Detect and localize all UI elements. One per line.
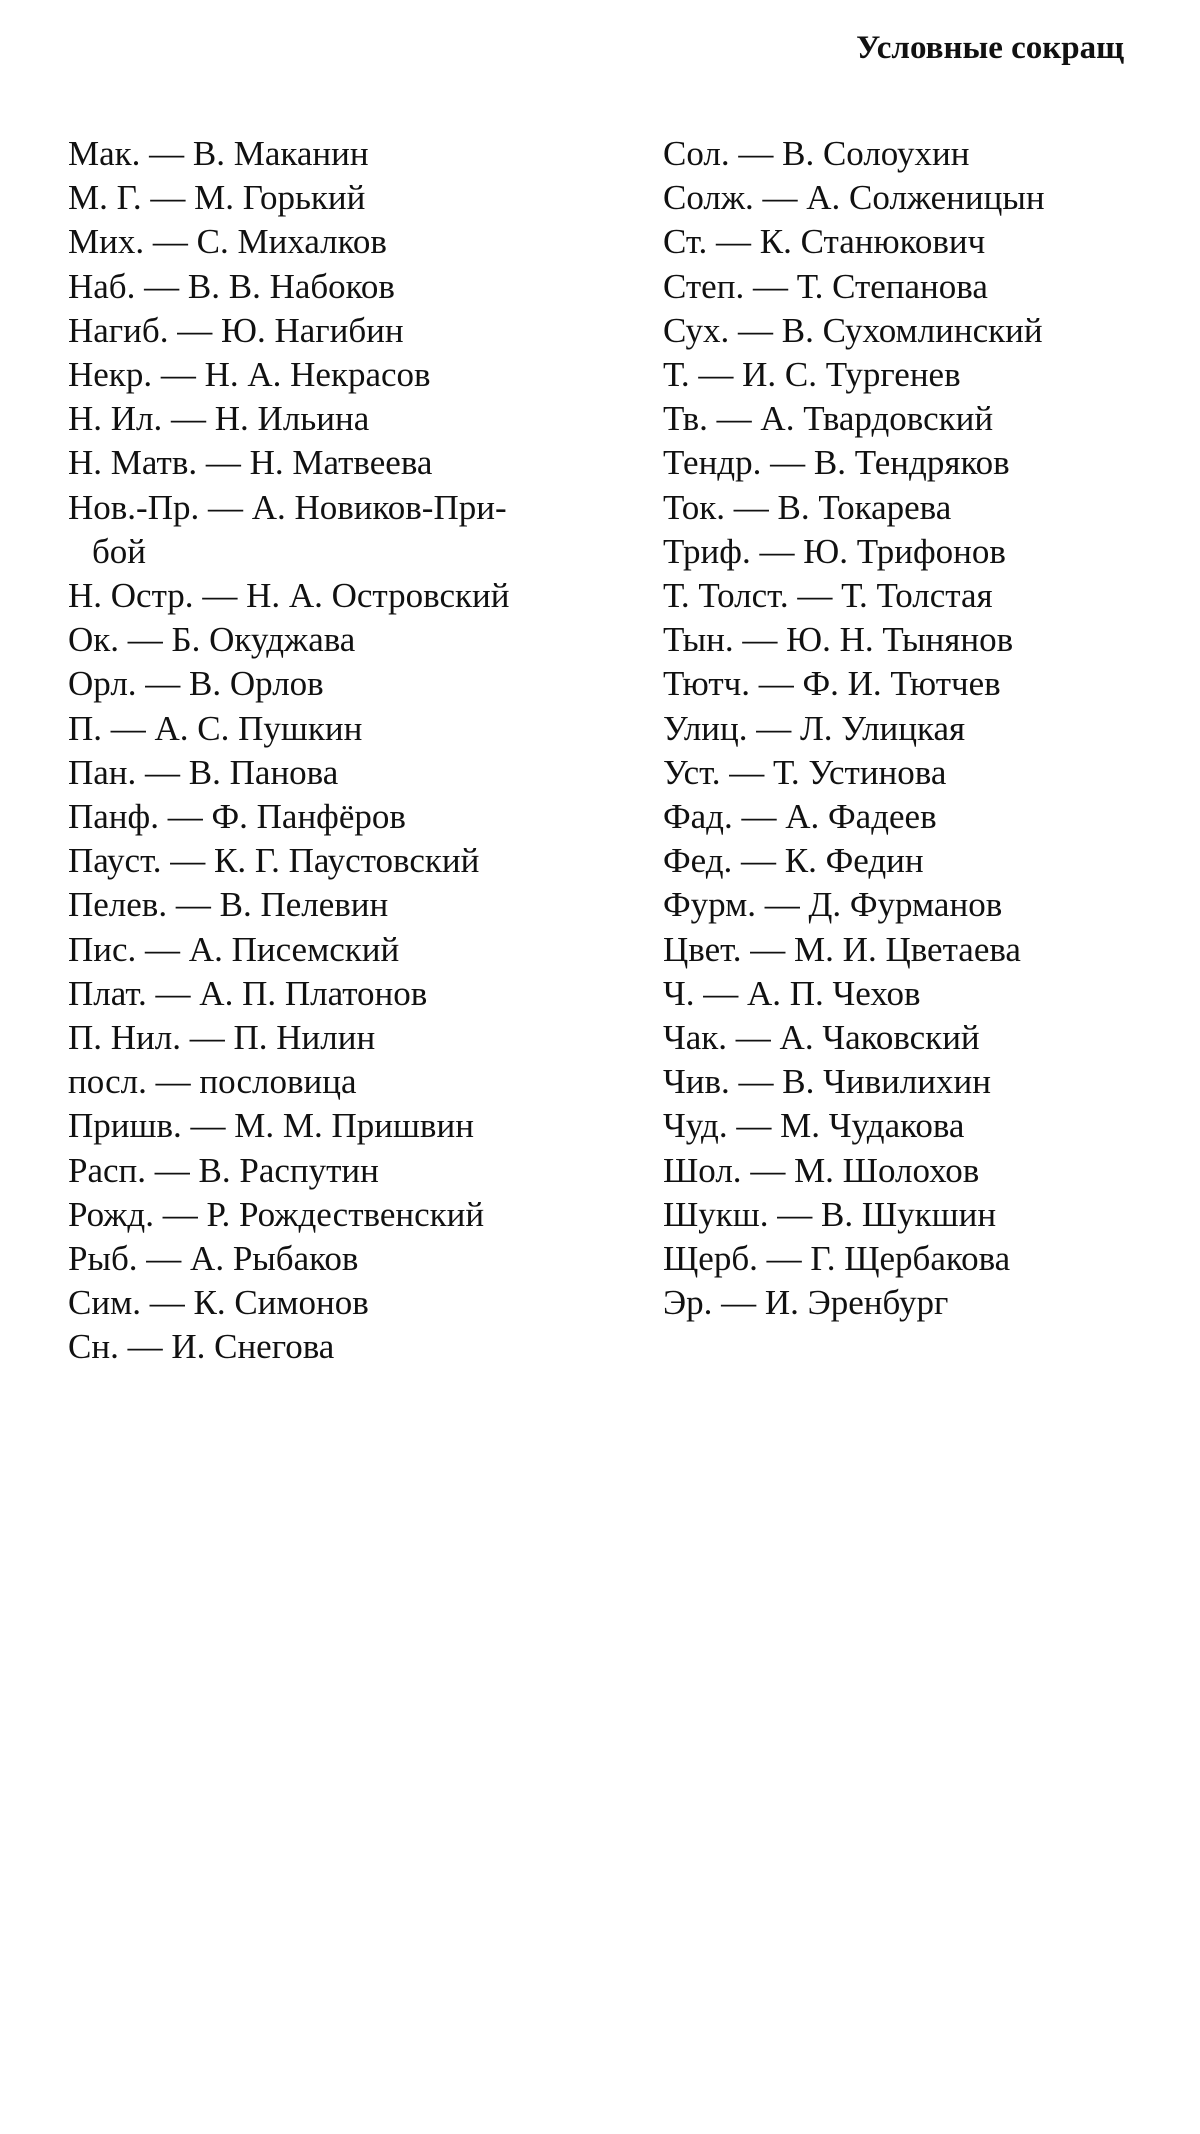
abbreviation-line bbox=[68, 1018, 375, 1057]
abbreviation-entry bbox=[663, 795, 1163, 839]
dash-separator: — bbox=[764, 885, 800, 925]
abbreviation-entry bbox=[68, 1104, 628, 1148]
abbreviation-entry bbox=[663, 928, 1163, 972]
abbreviation: Щерб. bbox=[663, 1239, 758, 1279]
author-name: В. Орлов bbox=[189, 664, 324, 704]
author-name: Т. Толстая bbox=[841, 576, 993, 616]
author-name: М. Чудакова bbox=[780, 1106, 965, 1146]
abbreviation-entry bbox=[68, 397, 628, 441]
abbreviation-entry bbox=[68, 1149, 628, 1193]
abbreviation: М. Г. bbox=[68, 178, 142, 218]
abbreviation-entry bbox=[663, 662, 1163, 706]
abbreviation-entry bbox=[663, 441, 1163, 485]
abbreviation-entry bbox=[663, 132, 1163, 176]
author-name: В. Чивилихин bbox=[782, 1062, 992, 1102]
abbreviation-entry bbox=[68, 839, 628, 883]
dash-separator: — bbox=[144, 266, 180, 306]
author-name: Г. Щербакова bbox=[810, 1239, 1011, 1279]
abbreviation: Мих. bbox=[68, 222, 145, 262]
abbreviation: Ток. bbox=[663, 487, 726, 527]
abbreviation-entry bbox=[68, 1325, 628, 1369]
author-name: М. М. Пришвин bbox=[234, 1106, 474, 1146]
author-name: А. Солженицын bbox=[806, 178, 1045, 218]
author-name: Р. Рождественский bbox=[206, 1194, 485, 1234]
abbreviations-left-column bbox=[68, 132, 628, 1370]
abbreviation: Тютч. bbox=[663, 664, 750, 704]
abbreviation-entry bbox=[68, 1193, 628, 1237]
abbreviation-line bbox=[663, 267, 988, 306]
author-name: В. Тендряков bbox=[813, 443, 1010, 483]
abbreviation-entry bbox=[663, 265, 1163, 309]
abbreviation: Наб. bbox=[68, 266, 136, 306]
abbreviation-line bbox=[663, 355, 961, 394]
dash-separator: — bbox=[150, 178, 186, 218]
author-name: Б. Окуджава bbox=[171, 620, 356, 660]
dash-separator: — bbox=[152, 222, 188, 262]
abbreviation: Ст. bbox=[663, 222, 708, 262]
dash-separator: — bbox=[729, 752, 765, 792]
abbreviation-entry bbox=[68, 1281, 628, 1325]
abbreviation-line bbox=[663, 178, 1045, 217]
author-name: А. П. Платонов bbox=[199, 973, 428, 1013]
abbreviation-line bbox=[68, 885, 388, 924]
abbreviation-entry bbox=[68, 618, 628, 662]
abbreviation: Рыб. bbox=[68, 1239, 138, 1279]
abbreviation-entry bbox=[68, 1237, 628, 1281]
dash-separator: — bbox=[145, 664, 181, 704]
abbreviation: Пелев. bbox=[68, 885, 168, 925]
abbreviation-entry bbox=[68, 928, 628, 972]
abbreviation-entry bbox=[663, 397, 1163, 441]
author-name: А. Писемский bbox=[188, 929, 400, 969]
abbreviation: Н. Матв. bbox=[68, 443, 198, 483]
author-name: Ю. Трифонов bbox=[803, 531, 1006, 571]
author-name: И. С. Тургенев bbox=[742, 355, 961, 395]
abbreviation: Чак. bbox=[663, 1018, 728, 1058]
author-name: А. С. Пушкин bbox=[154, 708, 363, 748]
author-name: К. Г. Паустовский bbox=[213, 841, 480, 881]
dash-separator: — bbox=[741, 841, 777, 881]
dash-separator: — bbox=[766, 1239, 802, 1279]
abbreviation-line bbox=[663, 1239, 1010, 1278]
abbreviation: Чив. bbox=[663, 1062, 730, 1102]
abbreviation-entry bbox=[68, 574, 628, 618]
abbreviation-entry bbox=[68, 883, 628, 927]
dash-separator: — bbox=[738, 134, 774, 173]
abbreviation-line bbox=[663, 311, 1043, 350]
abbreviation-line bbox=[68, 267, 395, 306]
abbreviation: Улиц. bbox=[663, 708, 748, 748]
dash-separator: — bbox=[205, 443, 241, 483]
abbreviation-line bbox=[68, 841, 479, 880]
abbreviation-line bbox=[68, 1062, 356, 1101]
abbreviation-entry bbox=[68, 265, 628, 309]
abbreviation: Фед. bbox=[663, 841, 733, 881]
abbreviation: П. bbox=[68, 708, 103, 748]
dash-separator: — bbox=[721, 1283, 757, 1323]
author-name: Л. Улицкая bbox=[800, 708, 966, 748]
running-head: Условные сокращ bbox=[856, 30, 1124, 66]
abbreviation-line bbox=[68, 1283, 369, 1322]
abbreviation: Панф. bbox=[68, 797, 159, 837]
dash-separator: — bbox=[752, 266, 788, 306]
dash-separator: — bbox=[750, 1150, 786, 1190]
dash-separator: — bbox=[698, 355, 734, 395]
abbreviation-entry bbox=[663, 1237, 1163, 1281]
dash-separator: — bbox=[207, 487, 243, 527]
abbreviation-line bbox=[663, 1151, 979, 1190]
author-name: Н. Ильина bbox=[214, 399, 370, 439]
author-name: Т. Устинова bbox=[773, 752, 947, 792]
abbreviation-line bbox=[68, 1106, 474, 1145]
abbreviation-entry bbox=[68, 441, 628, 485]
dash-separator: — bbox=[797, 576, 833, 616]
author-name: К. Федин bbox=[784, 841, 924, 881]
dash-separator: — bbox=[146, 1239, 182, 1279]
author-name: И. Эренбург bbox=[764, 1283, 949, 1323]
dash-separator: — bbox=[127, 620, 163, 660]
dash-separator: — bbox=[170, 841, 206, 881]
abbreviation-line bbox=[663, 532, 1006, 571]
author-name: В. Маканин bbox=[192, 134, 369, 173]
dash-separator: — bbox=[162, 1194, 198, 1234]
abbreviation-line bbox=[663, 576, 993, 615]
author-name: К. Симонов bbox=[193, 1283, 369, 1323]
abbreviation-line bbox=[663, 885, 1002, 924]
abbreviation-line bbox=[68, 664, 324, 703]
abbreviation: Фад. bbox=[663, 797, 733, 837]
author-name: Н. Матвеева bbox=[249, 443, 433, 483]
abbreviations-right-column bbox=[663, 132, 1163, 1325]
abbreviation-line bbox=[663, 1106, 964, 1145]
abbreviation-line bbox=[663, 974, 921, 1013]
author-name: В. Панова bbox=[188, 752, 339, 792]
author-name: В. В. Набоков bbox=[187, 266, 395, 306]
dash-separator: — bbox=[759, 531, 795, 571]
abbreviation-entry bbox=[68, 751, 628, 795]
abbreviation-entry bbox=[68, 309, 628, 353]
abbreviation: Орл. bbox=[68, 664, 137, 704]
dash-separator: — bbox=[155, 973, 191, 1013]
abbreviation-line bbox=[68, 399, 369, 438]
dash-separator: — bbox=[762, 178, 798, 218]
abbreviation: Тендр. bbox=[663, 443, 762, 483]
abbreviation: Мак. bbox=[68, 134, 141, 173]
abbreviation: Т. bbox=[663, 355, 690, 395]
abbreviation: Эр. bbox=[663, 1283, 713, 1323]
abbreviation: П. Нил. bbox=[68, 1018, 181, 1058]
abbreviation: Пис. bbox=[68, 929, 137, 969]
abbreviation-line bbox=[68, 443, 432, 482]
abbreviation-entry bbox=[663, 574, 1163, 618]
author-name: А. П. Чехов bbox=[747, 973, 921, 1013]
abbreviation-line bbox=[663, 488, 951, 527]
abbreviation-entry bbox=[68, 662, 628, 706]
author-name: М. Горький bbox=[194, 178, 366, 218]
abbreviation-entry bbox=[663, 220, 1163, 264]
abbreviation-line bbox=[663, 797, 937, 836]
dash-separator: — bbox=[736, 1106, 772, 1146]
dash-separator: — bbox=[145, 752, 181, 792]
abbreviation: Сух. bbox=[663, 310, 730, 350]
author-name: А. Новиков-При- bbox=[251, 487, 507, 527]
abbreviation-line bbox=[663, 399, 993, 438]
abbreviation: Пауст. bbox=[68, 841, 162, 881]
abbreviation: Ок. bbox=[68, 620, 120, 660]
abbreviation-entry bbox=[663, 972, 1163, 1016]
abbreviation-entry bbox=[663, 1060, 1163, 1104]
abbreviation: Т. Толст. bbox=[663, 576, 789, 616]
abbreviation: Чуд. bbox=[663, 1106, 728, 1146]
abbreviation-entry bbox=[68, 707, 628, 751]
abbreviation-line bbox=[68, 178, 365, 217]
dash-separator: — bbox=[738, 1062, 774, 1102]
dash-separator: — bbox=[175, 885, 211, 925]
abbreviation-entry bbox=[663, 707, 1163, 751]
abbreviation: Уст. bbox=[663, 752, 721, 792]
dash-separator: — bbox=[167, 797, 203, 837]
abbreviation-line bbox=[68, 974, 427, 1013]
dash-separator: — bbox=[756, 708, 792, 748]
abbreviation-line bbox=[663, 134, 969, 173]
dash-separator: — bbox=[733, 487, 769, 527]
dash-separator: — bbox=[110, 708, 146, 748]
author-name: В. Токарева bbox=[777, 487, 952, 527]
abbreviation: Сол. bbox=[663, 134, 730, 173]
abbreviation-entry bbox=[68, 132, 628, 176]
dash-separator: — bbox=[149, 1283, 185, 1323]
dash-separator: — bbox=[202, 576, 238, 616]
dash-separator: — bbox=[741, 797, 777, 837]
abbreviation: Н. Остр. bbox=[68, 576, 194, 616]
author-name: В. Пелевин bbox=[219, 885, 389, 925]
abbreviation: Пришв. bbox=[68, 1106, 182, 1146]
abbreviation-line bbox=[68, 797, 406, 836]
abbreviation-line bbox=[68, 753, 338, 792]
dash-separator: — bbox=[770, 443, 806, 483]
dash-separator: — bbox=[750, 929, 786, 969]
abbreviation-entry bbox=[663, 176, 1163, 220]
abbreviation-line bbox=[663, 1283, 948, 1322]
author-name: П. Нилин bbox=[233, 1018, 376, 1058]
abbreviation: Пан. bbox=[68, 752, 137, 792]
abbreviation-entry bbox=[68, 972, 628, 1016]
dash-separator: — bbox=[742, 620, 778, 660]
author-name: Ю. Н. Тынянов bbox=[786, 620, 1014, 660]
abbreviation: Шукш. bbox=[663, 1194, 769, 1234]
abbreviation-line bbox=[663, 709, 965, 748]
dash-separator: — bbox=[737, 310, 773, 350]
abbreviation: Степ. bbox=[663, 266, 745, 306]
abbreviation-line bbox=[68, 930, 399, 969]
dash-separator: — bbox=[190, 1106, 226, 1146]
abbreviation-entry bbox=[663, 618, 1163, 662]
dash-separator: — bbox=[127, 1327, 163, 1367]
abbreviation: Сн. bbox=[68, 1327, 119, 1367]
abbreviation-entry bbox=[663, 751, 1163, 795]
author-name: А. Фадеев bbox=[785, 797, 937, 837]
author-name: В. Шукшин bbox=[821, 1194, 997, 1234]
abbreviation: Тв. bbox=[663, 399, 708, 439]
abbreviation-entry bbox=[663, 1281, 1163, 1325]
abbreviation: Некр. bbox=[68, 355, 153, 395]
author-name: Ф. Панфёров bbox=[211, 797, 406, 837]
abbreviation-entry bbox=[68, 176, 628, 220]
abbreviation: Цвет. bbox=[663, 929, 742, 969]
abbreviation-line bbox=[68, 134, 369, 173]
abbreviation-line bbox=[663, 930, 1021, 969]
abbreviation-line bbox=[663, 841, 924, 880]
dash-separator: — bbox=[155, 1062, 191, 1102]
author-name: В. Солоухин bbox=[782, 134, 970, 173]
author-name: пословица bbox=[199, 1062, 357, 1102]
dash-separator: — bbox=[703, 973, 739, 1013]
abbreviation: Сим. bbox=[68, 1283, 141, 1323]
abbreviation-line bbox=[68, 355, 431, 394]
abbreviation: Плат. bbox=[68, 973, 147, 1013]
author-name: Ф. И. Тютчев bbox=[802, 664, 1001, 704]
abbreviation-line bbox=[68, 222, 387, 261]
author-name: А. Твардовский bbox=[760, 399, 994, 439]
author-name-continuation: бой bbox=[92, 531, 147, 571]
abbreviation-entry bbox=[663, 530, 1163, 574]
abbreviation-line bbox=[68, 576, 509, 615]
abbreviation-entry bbox=[663, 486, 1163, 530]
abbreviation: Триф. bbox=[663, 531, 751, 571]
author-name: К. Станюкович bbox=[759, 222, 986, 262]
abbreviation-line bbox=[68, 1195, 484, 1234]
abbreviation-entry bbox=[68, 795, 628, 839]
author-name: Т. Степанова bbox=[796, 266, 988, 306]
abbreviation-line bbox=[663, 1018, 980, 1057]
abbreviation-line bbox=[663, 620, 1013, 659]
abbreviation-line bbox=[68, 709, 362, 748]
author-name: Н. А. Островский bbox=[246, 576, 510, 616]
dash-separator: — bbox=[735, 1018, 771, 1058]
abbreviation: посл. bbox=[68, 1062, 147, 1102]
author-name: Ю. Нагибин bbox=[220, 310, 404, 350]
dash-separator: — bbox=[777, 1194, 813, 1234]
dash-separator: — bbox=[171, 399, 207, 439]
abbreviation-entry bbox=[663, 353, 1163, 397]
abbreviation: Рожд. bbox=[68, 1194, 154, 1234]
abbreviation-entry bbox=[663, 309, 1163, 353]
abbreviation-entry bbox=[663, 1016, 1163, 1060]
abbreviation-line bbox=[663, 1062, 991, 1101]
abbreviation-line bbox=[663, 222, 985, 261]
abbreviation: Нагиб. bbox=[68, 310, 169, 350]
dash-separator: — bbox=[149, 134, 185, 173]
dash-separator: — bbox=[160, 355, 196, 395]
author-name: М. Шолохов bbox=[794, 1150, 980, 1190]
abbreviation-line bbox=[68, 1151, 379, 1190]
abbreviation-entry bbox=[663, 839, 1163, 883]
abbreviation: Расп. bbox=[68, 1150, 147, 1190]
author-name: И. Снегова bbox=[171, 1327, 335, 1367]
abbreviation-entry bbox=[68, 486, 628, 574]
abbreviation-line bbox=[663, 1195, 996, 1234]
dash-separator: — bbox=[758, 664, 794, 704]
author-name: С. Михалков bbox=[196, 222, 387, 262]
abbreviation: Солж. bbox=[663, 178, 754, 218]
author-name: В. Сухомлинский bbox=[781, 310, 1043, 350]
abbreviation-line bbox=[68, 1239, 358, 1278]
abbreviation: Фурм. bbox=[663, 885, 757, 925]
abbreviation-entry bbox=[68, 353, 628, 397]
abbreviation-line bbox=[663, 443, 1010, 482]
abbreviation-entry bbox=[68, 1016, 628, 1060]
author-name: А. Чаковский bbox=[779, 1018, 980, 1058]
author-name: В. Распутин bbox=[198, 1150, 379, 1190]
abbreviation-entry bbox=[68, 220, 628, 264]
author-name: Н. А. Некрасов bbox=[204, 355, 431, 395]
abbreviation-line bbox=[663, 664, 1001, 703]
dash-separator: — bbox=[154, 1150, 190, 1190]
abbreviation: Тын. bbox=[663, 620, 734, 660]
abbreviation-entry bbox=[663, 1193, 1163, 1237]
dash-separator: — bbox=[145, 929, 181, 969]
author-name: А. Рыбаков bbox=[190, 1239, 359, 1279]
abbreviation-entry bbox=[663, 883, 1163, 927]
author-name: М. И. Цветаева bbox=[794, 929, 1021, 969]
abbreviation: Ч. bbox=[663, 973, 695, 1013]
abbreviation: Шол. bbox=[663, 1150, 742, 1190]
abbreviation-entry bbox=[663, 1149, 1163, 1193]
abbreviation: Н. Ил. bbox=[68, 399, 163, 439]
abbreviation-line bbox=[663, 753, 946, 792]
dash-separator: — bbox=[716, 222, 752, 262]
dash-separator: — bbox=[177, 310, 213, 350]
abbreviation-line bbox=[68, 1327, 334, 1366]
dash-separator: — bbox=[189, 1018, 225, 1058]
abbreviation-entry bbox=[68, 1060, 628, 1104]
abbreviation-entry bbox=[663, 1104, 1163, 1148]
abbreviation: Нов.-Пр. bbox=[68, 487, 200, 527]
dash-separator: — bbox=[716, 399, 752, 439]
author-name: Д. Фурманов bbox=[808, 885, 1003, 925]
abbreviation-line bbox=[68, 311, 404, 350]
abbreviation-line bbox=[68, 620, 355, 659]
abbreviation-line bbox=[68, 488, 507, 527]
